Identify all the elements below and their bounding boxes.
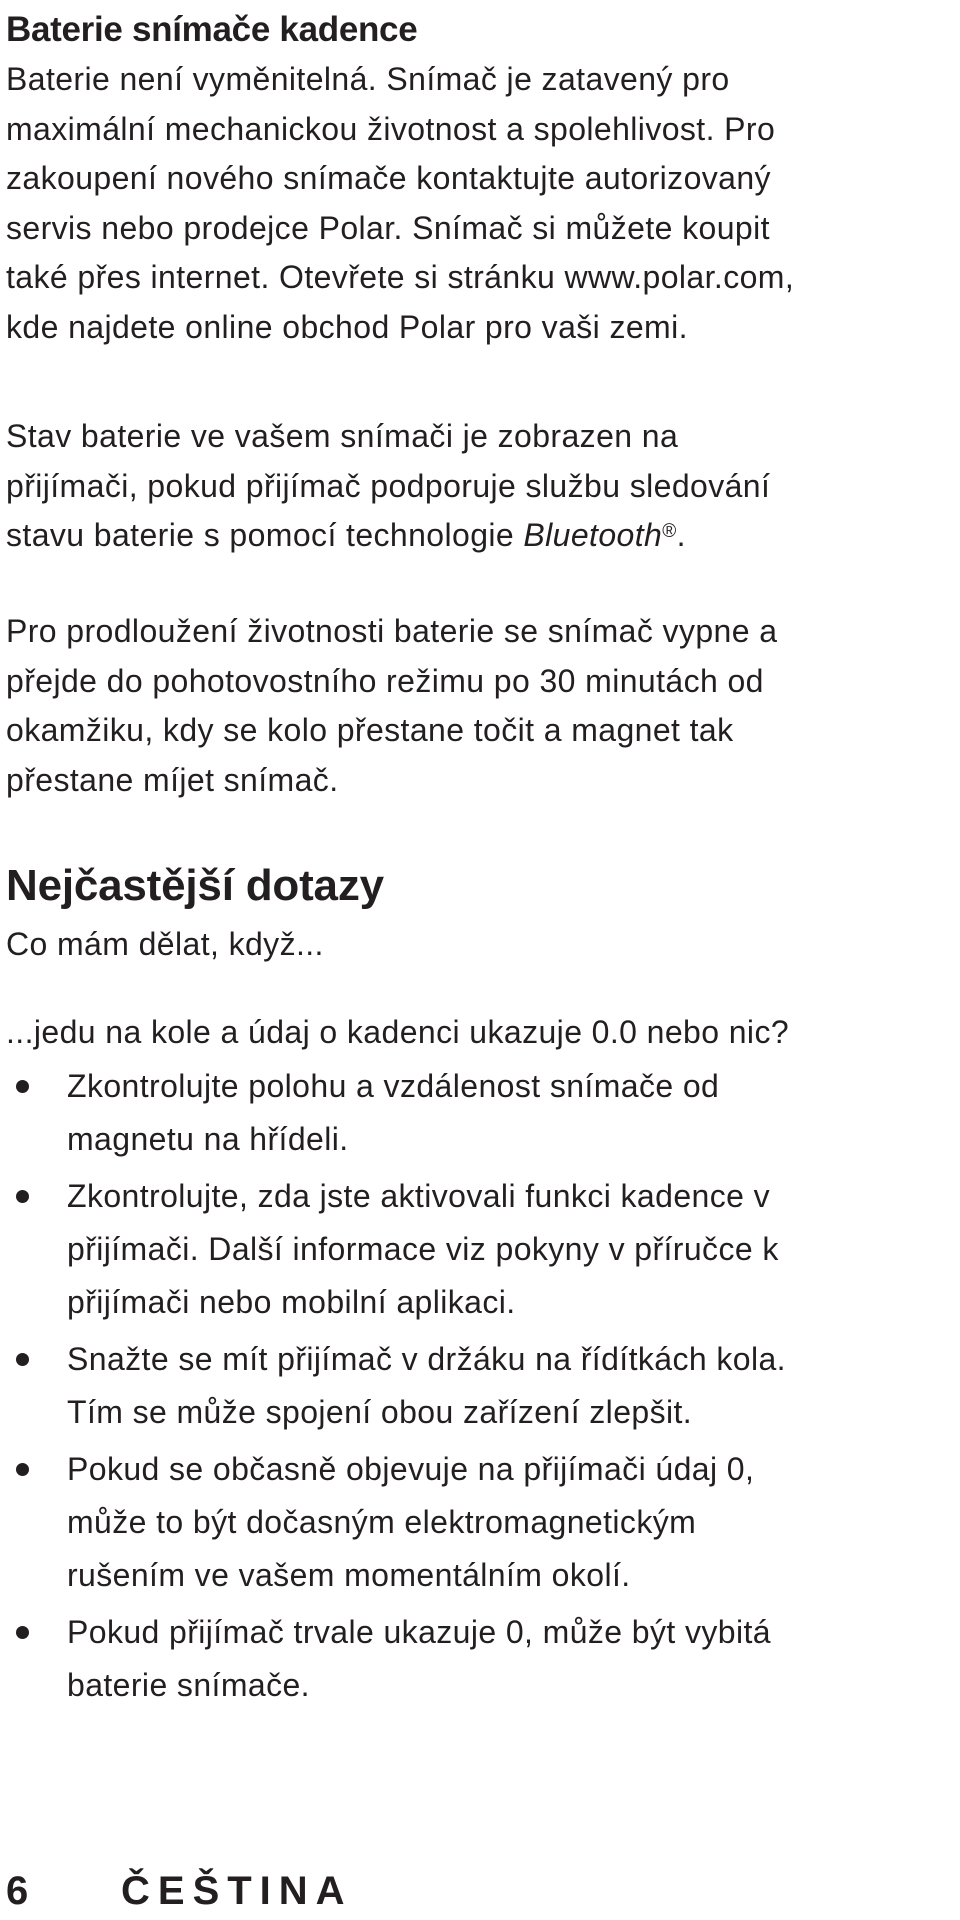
- list-item: [6, 1333, 954, 1439]
- text-line: Baterie není vyměnitelná. Snímač je zatavený pro: [6, 61, 730, 97]
- text-line: Pokud se občasně objevuje na přijímači údaj 0,: [67, 1451, 755, 1487]
- bullet-icon: [16, 1080, 29, 1093]
- text-line: přijímači, pokud přijímač podporuje službu sledování: [6, 467, 771, 504]
- text-line: přijímači nebo mobilní aplikaci.: [67, 1284, 516, 1320]
- text-fragment: stavu baterie s pomocí technologie: [6, 517, 524, 553]
- faq-bullet-list: [6, 1060, 954, 1716]
- list-item: [6, 1060, 954, 1166]
- text-line: baterie snímače.: [67, 1667, 310, 1703]
- text-line: také přes internet. Otevřete si stránku www.polar.com,: [6, 259, 795, 295]
- page-footer: [6, 1868, 353, 1914]
- text-line: přestane míjet snímač.: [6, 761, 339, 798]
- registered-mark: ®: [662, 521, 677, 542]
- bullet-icon: [16, 1353, 29, 1366]
- text-line: přijímači. Další informace viz pokyny v příručce k: [67, 1231, 779, 1267]
- text-line: zakoupení nového snímače kontaktujte autorizovaný: [6, 160, 771, 196]
- text-line: servis nebo prodejce Polar. Snímač si můžete koupit: [6, 209, 770, 246]
- list-item: [6, 1606, 954, 1712]
- text-line: [6, 511, 954, 561]
- text-line: magnetu na hřídeli.: [67, 1121, 349, 1157]
- bullet-icon: [16, 1190, 29, 1203]
- faq-question: ...jedu na kole a údaj o kadenci ukazuje 0.0 nebo nic?: [6, 1014, 790, 1050]
- text-line: Zkontrolujte, zda jste aktivovali funkci kadence v: [67, 1178, 770, 1214]
- battery-paragraph-1: [6, 55, 954, 352]
- faq-subheading: Co mám dělat, když...: [6, 926, 324, 962]
- text-line: Stav baterie ve vašem snímači je zobrazen na: [6, 418, 679, 454]
- battery-paragraph-3: [6, 607, 954, 805]
- faq-heading: Nejčastější dotazy: [6, 861, 384, 910]
- bullet-icon: [16, 1463, 29, 1476]
- page-number: 6: [6, 1869, 29, 1913]
- bullet-icon: [16, 1626, 29, 1639]
- text-line: může to být dočasným elektromagnetickým: [67, 1504, 697, 1540]
- text-line: Tím se může spojení obou zařízení zlepšit.: [67, 1394, 693, 1430]
- language-label: ČEŠTINA: [121, 1869, 353, 1913]
- text-line: okamžiku, kdy se kolo přestane točit a magnet tak: [6, 712, 734, 748]
- bluetooth-term: Bluetooth: [523, 517, 663, 553]
- text-line: Pokud přijímač trvale ukazuje 0, může být vybitá: [67, 1614, 771, 1650]
- text-line: Zkontrolujte polohu a vzdálenost snímače od: [67, 1068, 720, 1104]
- text-line: rušením ve vašem momentálním okolí.: [67, 1557, 631, 1593]
- list-item: [6, 1443, 954, 1602]
- text-line: kde najdete online obchod Polar pro vaši zemi.: [6, 308, 688, 345]
- battery-paragraph-2: [6, 412, 954, 561]
- text-line: Pro prodloužení životnosti baterie se snímač vypne a: [6, 613, 778, 649]
- text-line: přejde do pohotovostního režimu po 30 minutách od: [6, 662, 764, 699]
- text-fragment: .: [676, 517, 686, 553]
- text-line: Snažte se mít přijímač v držáku na řídítkách kola.: [67, 1341, 786, 1377]
- list-item: [6, 1170, 954, 1329]
- manual-page: [6, 0, 954, 1920]
- text-line: maximální mechanickou životnost a spolehlivost. Pro: [6, 110, 776, 147]
- battery-heading: Baterie snímače kadence: [6, 10, 418, 49]
